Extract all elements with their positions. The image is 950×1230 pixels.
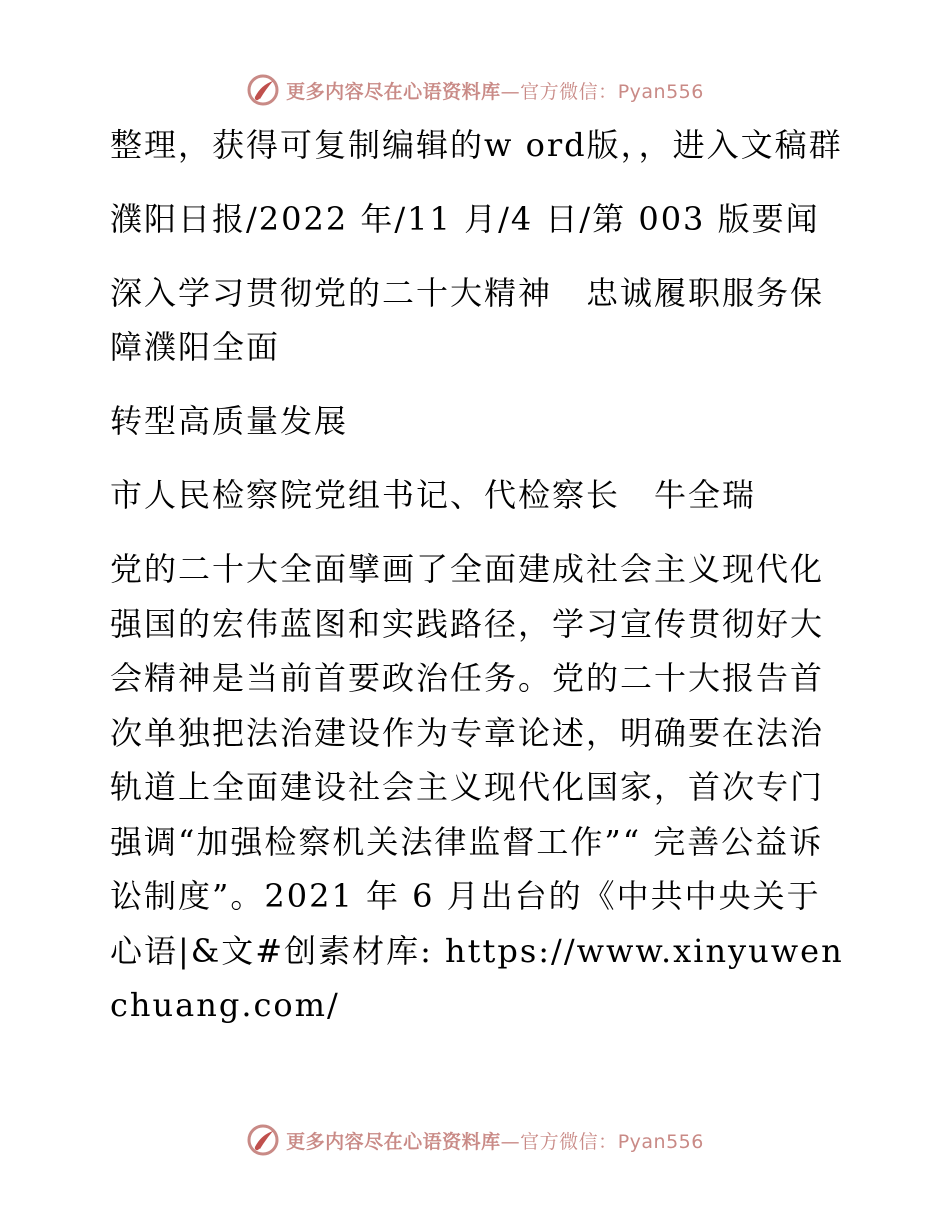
body-paragraph: 党的二十大全面擘画了全面建成社会主义现代化强国的宏伟蓝图和实践路径，学习宣传贯彻好大会精神是当前首要政治任务。党的二十大报告首次单独把法治建设作为专章论述，明确要在法治轨道上全面建设社会主义现代化国家，首次专门强调“加强检察机关法律监督工作”“ 完善公益诉讼制度”。2021 年 6 月出台的《中共中央关于心语|&文#创素材库: https://www.xinyuwenchuang.com/ xyxy=(110,550,844,1024)
headline-line-2: 转型高质量发展 xyxy=(110,402,349,440)
document-content xyxy=(98,118,850,1033)
watermark-text xyxy=(286,77,704,104)
watermark-separator: — xyxy=(500,80,521,103)
byline: 市人民检察院党组书记、代检察长 牛全瑞 xyxy=(110,476,757,514)
header-watermark xyxy=(0,70,950,110)
watermark-wechat-id: Pyan556 xyxy=(617,1130,704,1153)
watermark-text xyxy=(286,1127,704,1154)
footer-watermark xyxy=(0,1120,950,1160)
headline-line-1: 深入学习贯彻党的二十大精神 忠诚履职服务保障濮阳全面 xyxy=(110,274,825,366)
watermark-library-text: 更多内容尽在心语资料库 xyxy=(286,80,501,103)
watermark-wechat-id: Pyan556 xyxy=(617,80,704,103)
watermark-wechat-label: 官方微信： xyxy=(520,80,618,103)
watermark-wechat-label: 官方微信： xyxy=(520,1130,618,1153)
source-line: 濮阳日报/2022 年/11 月/4 日/第 003 版要闻 xyxy=(110,200,820,238)
watermark-library-text: 更多内容尽在心语资料库 xyxy=(286,1130,501,1153)
brush-logo-icon xyxy=(246,73,280,107)
watermark-separator: — xyxy=(500,1130,521,1153)
intro-paragraph: 整理，获得可复制编辑的w ord版，，进入文稿群 xyxy=(110,126,843,164)
brush-logo-icon xyxy=(246,1123,280,1157)
